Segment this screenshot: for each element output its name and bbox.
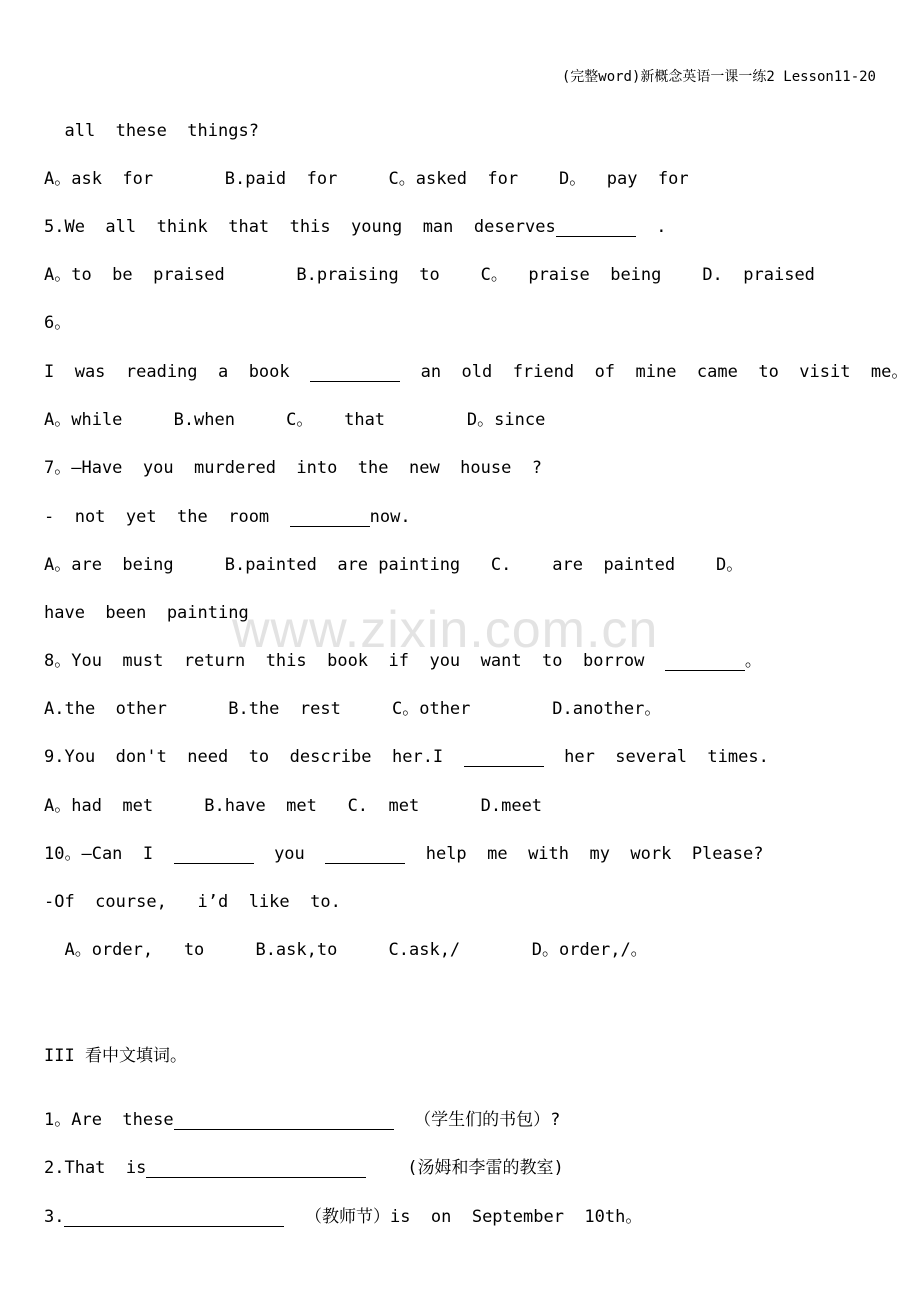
question-8-end: 。 xyxy=(744,651,762,671)
question-7-reply-text: - not yet the room xyxy=(44,507,290,527)
question-7: 7。—Have you murdered into the new house ? xyxy=(44,458,543,478)
question-10-mid: you xyxy=(253,844,326,864)
page-header: (完整word)新概念英语一课一练2 Lesson11-20 xyxy=(561,69,876,85)
answer-blank[interactable] xyxy=(64,1210,284,1227)
answer-blank[interactable] xyxy=(146,1161,366,1178)
answer-blank[interactable] xyxy=(665,654,745,671)
fill-item-1-text: 1。Are these xyxy=(44,1110,174,1130)
fill-item-2 xyxy=(44,1158,564,1178)
question-5-end: . xyxy=(635,217,667,237)
answer-blank[interactable] xyxy=(325,847,405,864)
answer-blank[interactable] xyxy=(174,1113,394,1130)
question-5 xyxy=(44,217,666,237)
question-10-end: help me with my work Please? xyxy=(405,844,764,864)
question-7-options-cont: have been painting xyxy=(44,603,249,623)
question-8-text: 8。You must return this book if you want to borrow xyxy=(44,651,665,671)
answer-blank[interactable] xyxy=(174,847,254,864)
watermark: www.zixin.com.cn xyxy=(232,601,659,659)
question-5-options: A。to be praised B.praising to C。 praise being D. praised xyxy=(44,265,815,285)
fill-item-1-hint: （学生们的书包）? xyxy=(393,1110,561,1130)
question-10-reply: -Of course, i’d like to. xyxy=(44,892,341,912)
question-6-text: I was reading a book xyxy=(44,362,311,382)
question-9-text: 9.You don't need to describe her.I xyxy=(44,747,464,767)
answer-blank[interactable] xyxy=(290,510,370,527)
question-9-end: her several times. xyxy=(543,747,769,767)
answer-blank[interactable] xyxy=(464,750,544,767)
question-6-options: A。while B.when C。 that D。since xyxy=(44,410,546,430)
question-6-text-end: an old friend of mine came to visit me。 xyxy=(400,362,909,382)
question-5-text: 5.We all think that this young man deserves xyxy=(44,217,556,237)
question-7-options: A。are being B.painted are painting C. are painted D。 xyxy=(44,555,744,575)
question-10 xyxy=(44,844,763,864)
fill-item-1 xyxy=(44,1110,560,1130)
fill-item-3-number: 3. xyxy=(44,1207,65,1227)
question-9-options: A。had met B.have met C. met D.meet xyxy=(44,796,543,816)
fill-item-3 xyxy=(44,1207,642,1227)
question-6-number: 6。 xyxy=(44,313,72,333)
question-6 xyxy=(44,362,908,382)
answer-blank[interactable] xyxy=(310,365,400,382)
question-9 xyxy=(44,747,769,767)
question-4-continuation: all these things? xyxy=(44,121,259,141)
question-4-options: A。ask for B.paid for C。asked for D。 pay for xyxy=(44,169,689,189)
fill-item-2-hint: (汤姆和李雷的教室) xyxy=(366,1158,564,1178)
fill-item-3-text: （教师节）is on September 10th。 xyxy=(284,1207,643,1227)
fill-item-2-text: 2.That is xyxy=(44,1158,147,1178)
question-7-reply xyxy=(44,507,411,527)
question-7-reply-end: now. xyxy=(369,507,411,527)
answer-blank[interactable] xyxy=(556,220,636,237)
question-8-options: A.the other B.the rest C。other D.another。 xyxy=(44,699,662,719)
section-iii-heading: III 看中文填词。 xyxy=(44,1046,187,1066)
question-10-text: 10。—Can I xyxy=(44,844,174,864)
question-8 xyxy=(44,651,762,671)
question-10-options: A。order, to B.ask,to C.ask,/ D。order,/。 xyxy=(44,940,648,960)
